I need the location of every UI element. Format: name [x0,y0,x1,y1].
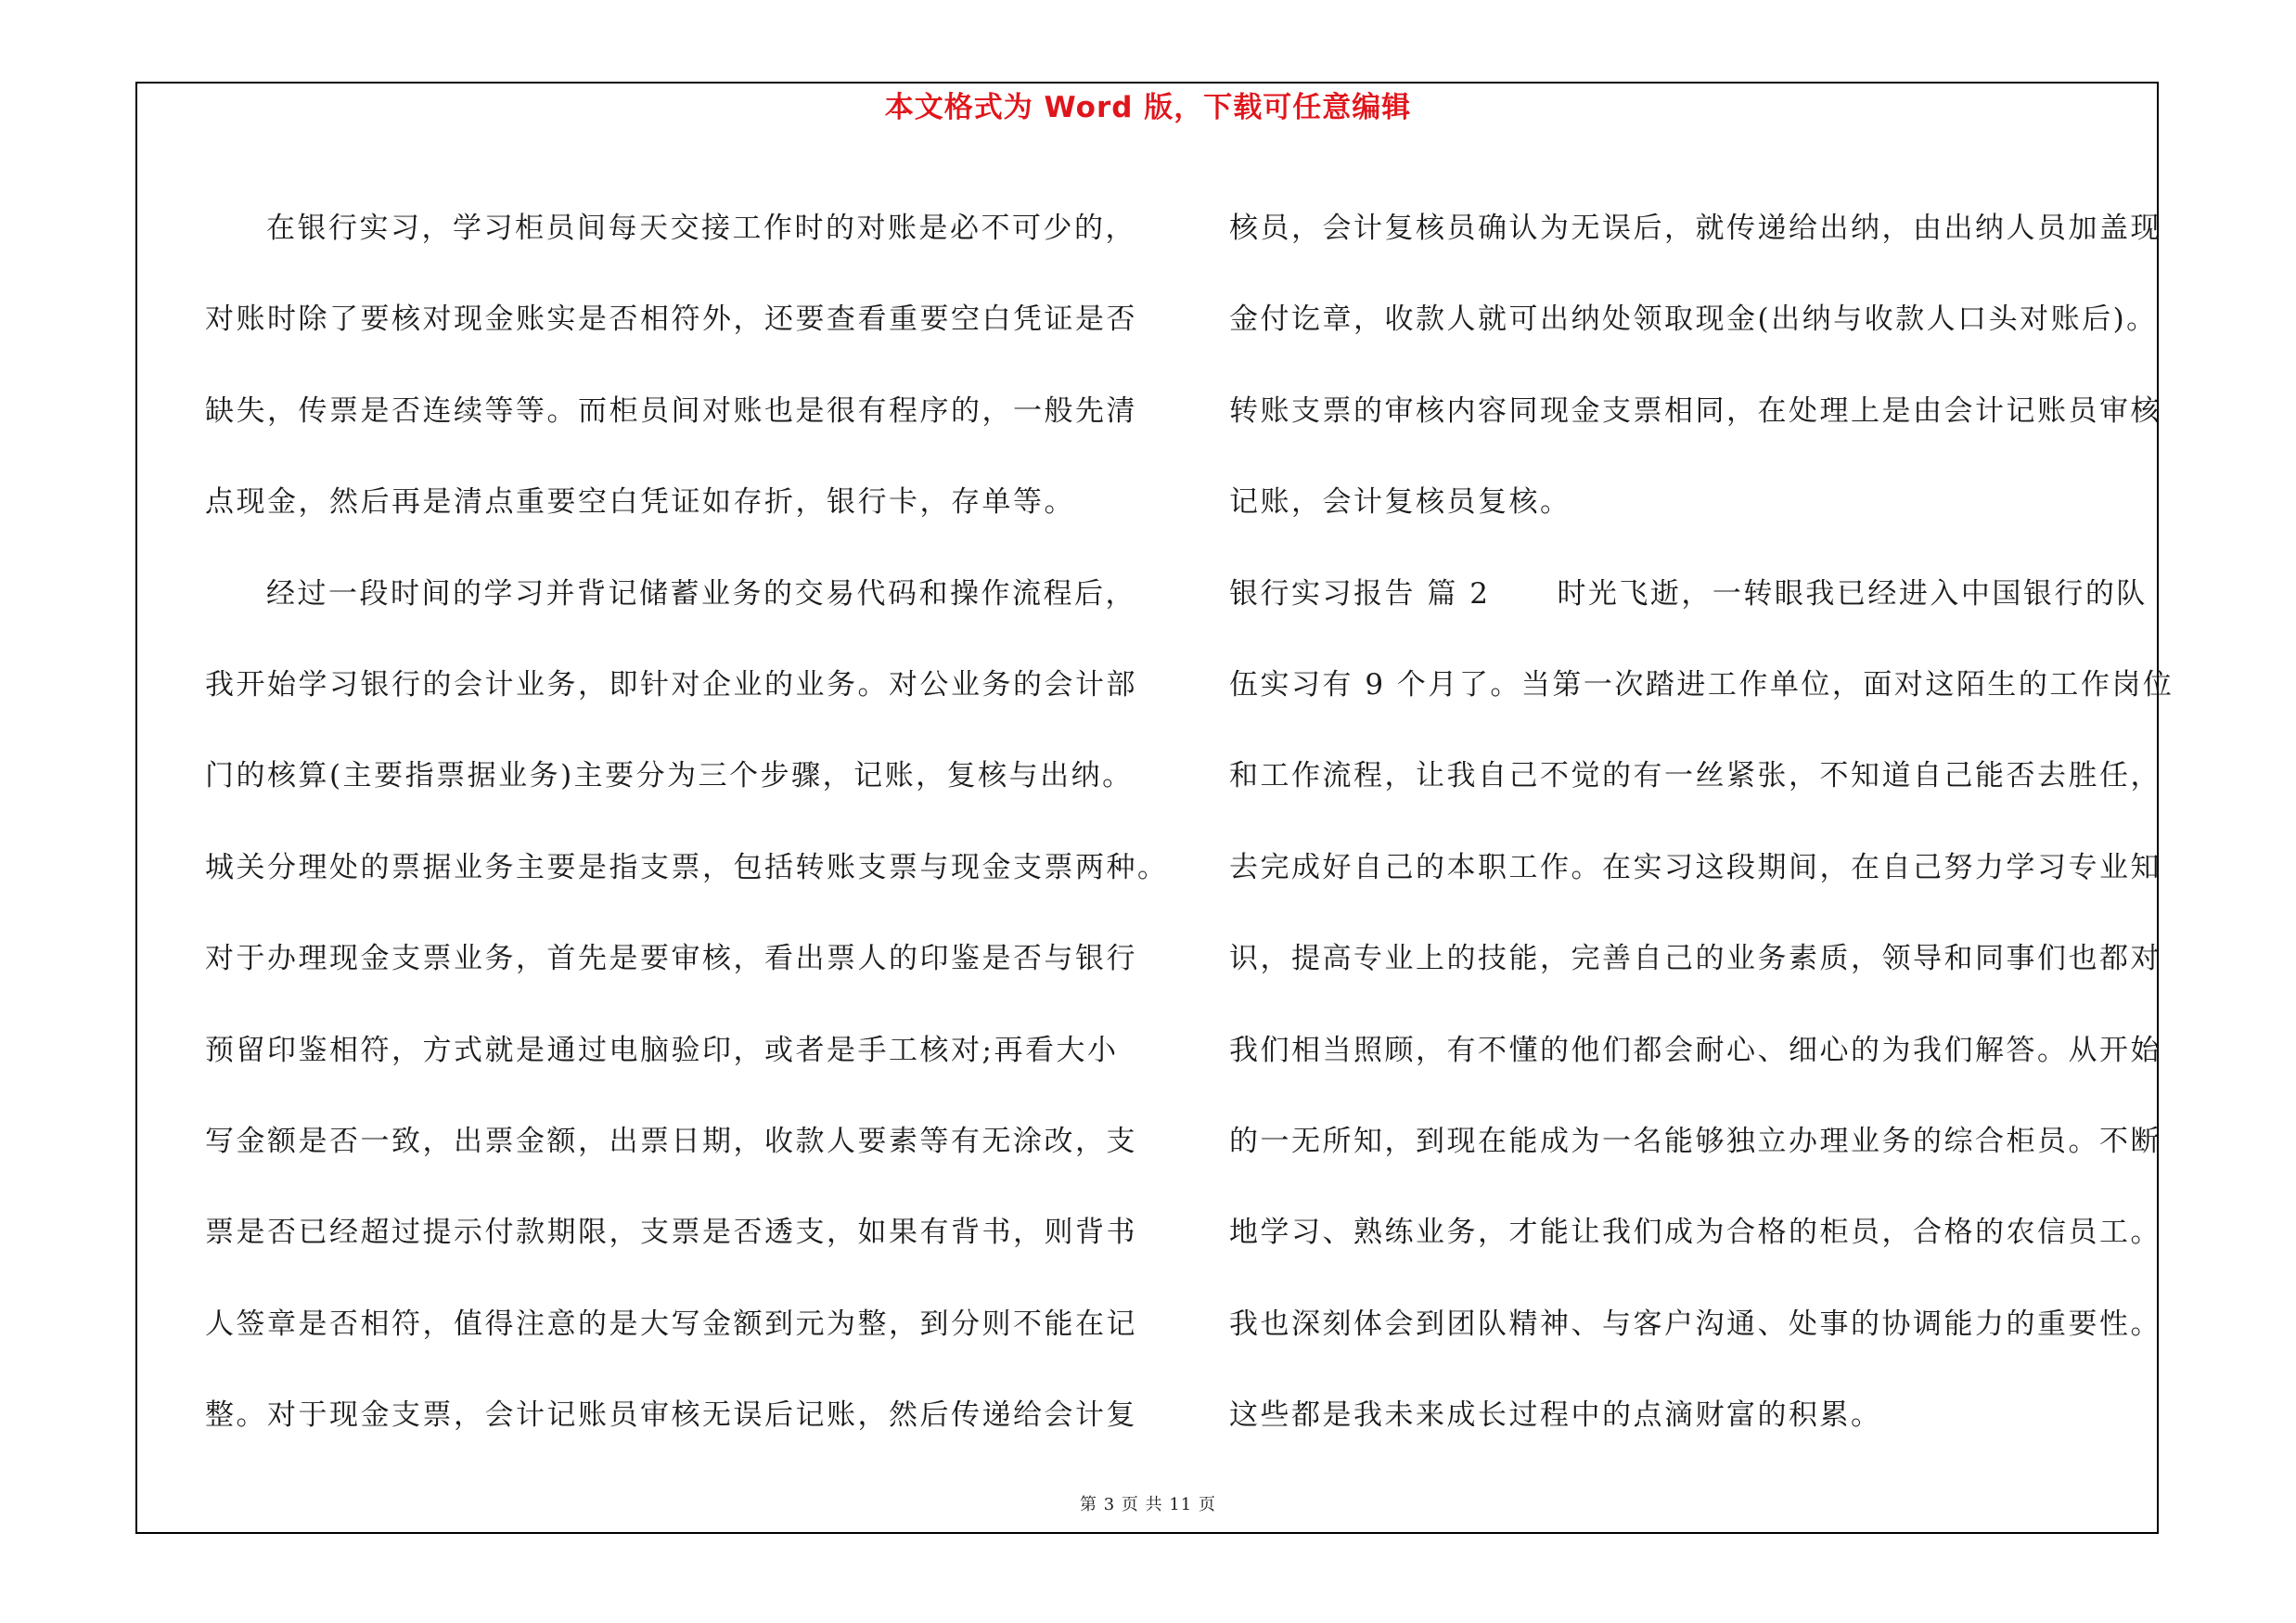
paragraph-line: 票是否已经超过提示付款期限，支票是否透支，如果有背书，则背书 [205,1216,1137,1250]
page-number-label: 第 3 页 共 11 页 [1080,1495,1216,1514]
paragraph-line: 门的核算(主要指票据业务)主要分为三个步骤，记账，复核与出纳。 [205,759,1134,793]
paragraph-line: 人签章是否相符，值得注意的是大写金额到元为整，到分则不能在记 [205,1307,1137,1341]
paragraph-line: 去完成好自己的本职工作。在实习这段期间，在自己努力学习专业知 [1229,850,2161,884]
paragraph-line: 和工作流程，让我自己不觉的有一丝紧张，不知道自己能否去胜任， [1229,759,2161,793]
paragraph-line: 点现金，然后再是清点重要空白凭证如存折，银行卡，存单等。 [205,485,1075,520]
paragraph-line: 的一无所知，到现在能成为一名能够独立办理业务的综合柜员。不断 [1229,1124,2161,1158]
paragraph-line: 经过一段时间的学习并背记储蓄业务的交易代码和操作流程后， [266,576,1136,611]
word-format-banner [0,87,2296,128]
paragraph-line: 整。对于现金支票，会计记账员审核无误后记账，然后传递给会计复 [205,1398,1137,1433]
right-text-column [1229,183,2174,1461]
paragraph-line: 核员，会计复核员确认为无误后，就传递给出纳，由出纳人员加盖现 [1229,212,2161,245]
paragraph-line: 金付讫章，收款人就可出纳处领取现金(出纳与收款人口头对账后)。 [1229,303,2158,337]
paragraph-line: 缺失，传票是否连续等等。而柜员间对账也是很有程序的，一般先清 [205,393,1137,428]
paragraph-line: 写金额是否一致，出票金额，出票日期，收款人要素等有无涂改，支 [205,1124,1137,1158]
page-footer [0,1494,2296,1516]
paragraph-line: 记账，会计复核员复核。 [1229,485,1571,520]
paragraph-line: 对账时除了要核对现金账实是否相符外，还要查看重要空白凭证是否 [205,303,1137,337]
paragraph-line: 地学习、熟练业务，才能让我们成为合格的柜员，合格的农信员工。 [1229,1216,2161,1250]
section-lead-text: 时光飞逝，一转眼我已经进入中国银行的队 [1557,576,2148,611]
paragraph-line: 这些都是我未来成长过程中的点滴财富的积累。 [1229,1398,1882,1433]
paragraph-line: 我也深刻体会到团队精神、与客户沟通、处事的协调能力的重要性。 [1229,1307,2161,1341]
paragraph-line: 识，提高专业上的技能，完善自己的业务素质，领导和同事们也都对 [1229,942,2161,976]
paragraph-line: 在银行实习，学习柜员间每天交接工作时的对账是必不可少的， [266,212,1136,245]
paragraph-line: 伍实习有 9 个月了。当第一次踏进工作单位，面对这陌生的工作岗位 [1229,667,2174,702]
paragraph-line: 我们相当照顾，有不懂的他们都会耐心、细心的为我们解答。从开始 [1229,1033,2161,1067]
banner-text: 本文格式为 Word 版，下载可任意编辑 [884,91,1412,124]
left-text-column [205,183,1169,1461]
paragraph-line: 我开始学习银行的会计业务，即针对企业的业务。对公业务的会计部 [205,667,1137,702]
paragraph-line: 城关分理处的票据业务主要是指支票，包括转账支票与现金支票两种。 [205,850,1169,884]
section-heading-line [1229,548,2166,639]
section-title: 银行实习报告 篇 2 [1229,576,1491,611]
paragraph-line: 预留印鉴相符，方式就是通过电脑验印，或者是手工核对;再看大小 [205,1033,1119,1067]
paragraph-line: 对于办理现金支票业务，首先是要审核，看出票人的印鉴是否与银行 [205,942,1137,976]
paragraph-line: 转账支票的审核内容同现金支票相同，在处理上是由会计记账员审核 [1229,393,2161,428]
